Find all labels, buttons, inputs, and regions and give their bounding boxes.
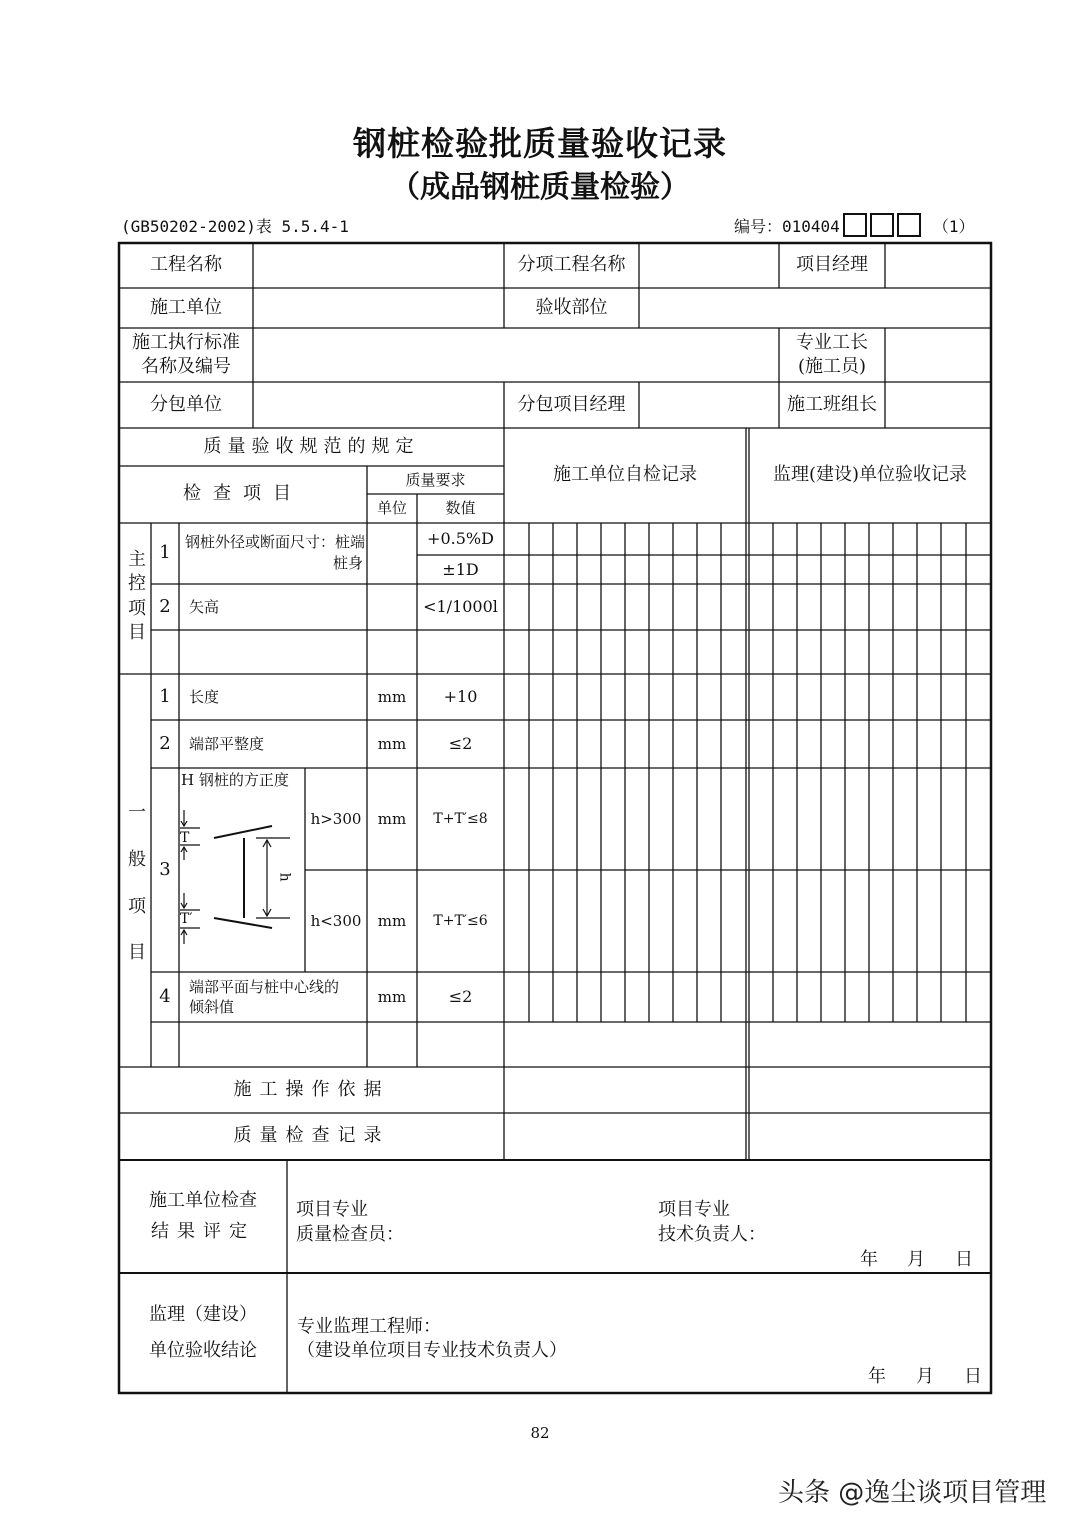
quality-record-label: 质量检查记录 bbox=[233, 1125, 390, 1147]
supervision-check-heading: 监理(建设)单位验收记录 bbox=[772, 464, 968, 486]
self-check-heading: 施工单位自检记录 bbox=[553, 464, 697, 486]
foreman-line2: (施工员) bbox=[797, 356, 867, 377]
quality-req-heading: 质量要求 bbox=[405, 470, 466, 489]
item-value: T+T′≤8 bbox=[433, 810, 488, 827]
item-value-b: ±1D bbox=[442, 559, 479, 579]
label-project-manager: 项目经理 bbox=[796, 254, 868, 276]
tech-lead-line1: 项目专业 bbox=[658, 1199, 730, 1220]
item-number: 3 bbox=[159, 858, 171, 880]
label-sub-manager: 分包项目经理 bbox=[517, 393, 626, 415]
item-value: T+T′≤6 bbox=[433, 912, 488, 929]
input-exec-standard[interactable] bbox=[254, 329, 778, 381]
label-subcontractor: 分包单位 bbox=[150, 393, 222, 415]
item-value: <1/1000l bbox=[423, 597, 498, 617]
item-unit: mm bbox=[377, 734, 407, 753]
input-acceptance-part[interactable] bbox=[640, 289, 990, 327]
item-unit: mm bbox=[377, 987, 407, 1006]
main-control-label: 主 控 项 目 bbox=[128, 549, 146, 643]
item-number: 2 bbox=[159, 732, 171, 754]
date-day: 日 bbox=[964, 1366, 982, 1387]
page-subtitle: （成品钢桩质量检验） bbox=[390, 170, 690, 205]
label-team-leader: 施工班组长 bbox=[787, 393, 877, 415]
value-heading: 数值 bbox=[445, 499, 476, 518]
item-name-line2: 桩身 bbox=[333, 554, 364, 572]
input-operation-basis[interactable] bbox=[505, 1068, 745, 1112]
date-month: 月 bbox=[916, 1366, 934, 1387]
item-name: 长度 bbox=[189, 687, 220, 706]
input-team-leader[interactable] bbox=[886, 383, 990, 427]
spec-heading: 质量验收规范的规定 bbox=[203, 435, 420, 457]
item-number: 1 bbox=[159, 542, 171, 564]
date-day: 日 bbox=[955, 1249, 973, 1270]
exec-standard-line1: 施工执行标准 bbox=[132, 331, 240, 353]
item-name-line1: 钢桩外径或断面尺寸：桩端 bbox=[185, 533, 366, 551]
inspector-line2: 质量检查员： bbox=[296, 1224, 404, 1245]
general-label: 一 般 项 目 bbox=[128, 802, 146, 964]
h-pile-diagram bbox=[180, 810, 290, 944]
date-year: 年 bbox=[860, 1249, 878, 1270]
input-subcontractor[interactable] bbox=[254, 383, 503, 427]
tech-lead-line2: 技术负责人： bbox=[658, 1224, 766, 1245]
input-sub-manager[interactable] bbox=[640, 383, 778, 427]
label-construction-unit: 施工单位 bbox=[150, 296, 222, 318]
label-exec-standard bbox=[119, 328, 253, 382]
label-acceptance-part: 验收部位 bbox=[535, 296, 608, 318]
exec-standard-line2: 名称及编号 bbox=[141, 356, 231, 377]
page-title: 钢桩检验批质量验收记录 bbox=[353, 124, 727, 163]
item-name: 端部平面与桩中心线的 倾斜值 bbox=[189, 977, 340, 1016]
input-construction-unit[interactable] bbox=[254, 289, 503, 327]
diagram-t-prime-label: T′ bbox=[180, 911, 193, 927]
label-project-name: 工程名称 bbox=[150, 254, 222, 276]
inspector-line1: 项目专业 bbox=[296, 1199, 368, 1220]
item-unit: mm bbox=[377, 687, 407, 706]
item-name: 矢高 bbox=[189, 597, 220, 616]
input-project-name[interactable] bbox=[254, 244, 503, 287]
standard-reference: (GB50202-2002)表 5.5.4-1 bbox=[121, 217, 349, 236]
owner-tech-lead: （建设单位项目专业技术负责人） bbox=[297, 1340, 567, 1361]
page-number: 82 bbox=[530, 1424, 550, 1442]
item-unit: mm bbox=[377, 809, 407, 828]
supervision-eval-label: 监理（建设） 单位验收结论 bbox=[149, 1304, 257, 1361]
diagram-h-label: h bbox=[276, 872, 293, 882]
construction-eval-label: 施工单位检查 结果评定 bbox=[149, 1189, 257, 1242]
label-foreman bbox=[779, 328, 885, 382]
input-foreman[interactable] bbox=[886, 329, 990, 381]
supervising-engineer: 专业监理工程师： bbox=[297, 1316, 441, 1337]
input-project-manager[interactable] bbox=[886, 244, 990, 287]
watermark: 头条 @逸尘谈项目管理 bbox=[778, 1478, 1047, 1508]
input-quality-record[interactable] bbox=[505, 1114, 745, 1159]
item-value-a: +0.5%D bbox=[427, 529, 494, 549]
item-number: 2 bbox=[159, 595, 171, 617]
date-month: 月 bbox=[907, 1249, 925, 1270]
item-value: ≤2 bbox=[448, 734, 473, 754]
input-subproject-name[interactable] bbox=[640, 244, 778, 287]
item-number: 1 bbox=[159, 685, 171, 707]
date-year: 年 bbox=[868, 1366, 886, 1387]
item-value: +10 bbox=[443, 687, 478, 707]
diagram-t-label: T bbox=[180, 830, 190, 846]
check-item-heading: 检查项目 bbox=[183, 483, 303, 505]
operation-basis-label: 施工操作依据 bbox=[233, 1078, 390, 1100]
unit-heading: 单位 bbox=[376, 499, 407, 518]
item-value: ≤2 bbox=[448, 987, 473, 1007]
sub-condition: h<300 bbox=[310, 911, 362, 930]
item-name: 端部平整度 bbox=[189, 734, 265, 753]
foreman-line1: 专业工长 bbox=[796, 331, 868, 353]
code-label: 编号：010404 bbox=[734, 216, 840, 236]
sub-condition: h>300 bbox=[310, 809, 362, 828]
item-number: 4 bbox=[159, 985, 171, 1007]
code-suffix: （1） bbox=[932, 216, 975, 236]
label-subproject-name: 分项工程名称 bbox=[517, 254, 626, 276]
item-name: H 钢桩的方正度 bbox=[181, 771, 289, 789]
item-unit: mm bbox=[377, 911, 407, 930]
